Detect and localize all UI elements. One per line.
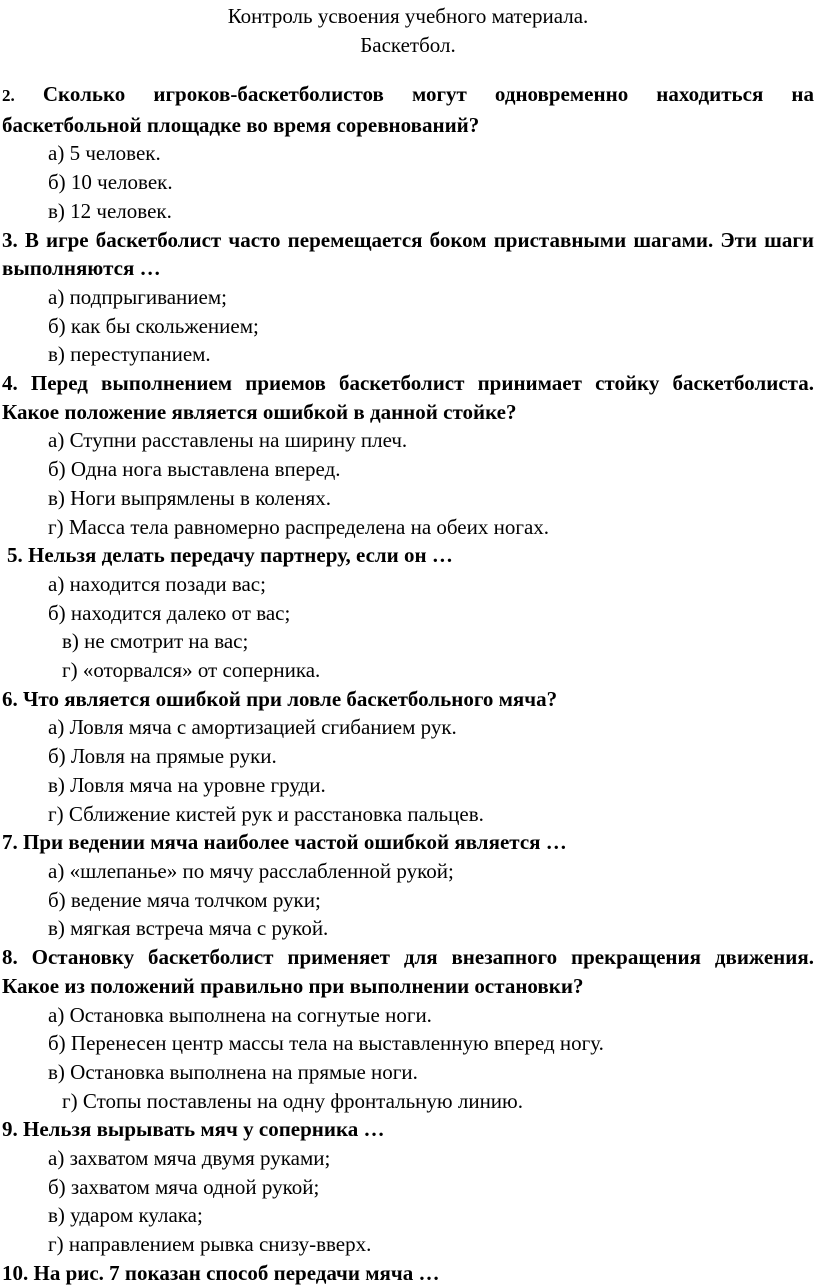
answer-option: б) захватом мяча одной рукой; [48, 1174, 320, 1199]
answer-option: а) захватом мяча двумя руками; [48, 1146, 331, 1171]
question-6 [2, 685, 814, 714]
question-text: Сколько игроков-баскетболистов могут одновременно находиться на баскетбольной площадке во время соревнований? [2, 82, 815, 137]
answer-option: г) Сближение кистей рук и расстановка пальцев. [48, 801, 484, 826]
question-text: В игре баскетболист часто перемещается боком приставными шагами. Эти шаги выполняются … [2, 227, 814, 281]
question-number: 5. [7, 543, 23, 568]
answer-option: г) Масса тела равномерно распределена на обеих ногах. [48, 514, 550, 539]
question-number: 2. [2, 86, 15, 105]
question-8 [2, 943, 814, 1000]
question-number: 7. [2, 830, 18, 855]
answer-option: г) направлением рывка снизу-вверх. [48, 1232, 372, 1257]
answer-option: в) не смотрит на вас; [62, 629, 249, 654]
answer-option: в) 12 человек. [48, 198, 172, 223]
question-text: Перед выполнением приемов баскетболист принимает стойку баскетболиста. Какое положение является ошибкой в данной стойке? [2, 371, 814, 424]
question-text: На рис. 7 показан способ передачи мяча … [33, 1260, 440, 1285]
question-text: Что является ошибкой при ловле баскетбольного мяча? [23, 686, 558, 711]
question-10 [2, 1259, 814, 1288]
answer-option: в) Ноги выпрямлены в коленях. [48, 485, 332, 510]
question-7 [2, 828, 814, 857]
answer-option: б) ведение мяча толчком руки; [48, 887, 321, 912]
answer-option: в) переступанием. [48, 342, 211, 367]
answer-option: в) мягкая встреча мяча с рукой. [48, 916, 329, 941]
answer-option: а) Ступни расставлены на ширину плеч. [48, 428, 408, 453]
question-number: 4. [2, 371, 18, 396]
answer-option: а) Остановка выполнена на согнутые ноги. [48, 1002, 432, 1027]
answer-option: а) находится позади вас; [48, 571, 266, 596]
answer-option: в) Остановка выполнена на прямые ноги. [48, 1059, 418, 1084]
answer-option: а) «шлепанье» по мячу расслабленной рукой; [48, 858, 454, 883]
answer-option: б) 10 человек. [48, 170, 173, 195]
question-2 [2, 80, 814, 139]
page-title [0, 0, 816, 60]
question-text: Нельзя вырывать мяч у соперника … [23, 1117, 385, 1142]
answer-option: а) подпрыгиванием; [48, 284, 227, 309]
question-text: Остановку баскетболист применяет для внезапного прекращения движения. Какое из положений правильно при выполнении остановки? [2, 945, 814, 998]
answer-option: б) как бы скольжением; [48, 313, 259, 338]
answer-option: а) 5 человек. [48, 141, 161, 166]
answer-option: б) Перенесен центр массы тела на выставленную вперед ногу. [48, 1031, 604, 1056]
title-line-2: Баскетбол. [360, 33, 456, 57]
question-number: 6. [2, 686, 18, 711]
title-line-1: Контроль усвоения учебного материала. [227, 4, 589, 28]
answer-option: г) Стопы поставлены на одну фронтальную линию. [62, 1088, 523, 1113]
question-9 [2, 1115, 814, 1144]
question-4 [2, 369, 814, 426]
answer-option: б) Одна нога выставлена вперед. [48, 457, 341, 482]
question-text: При ведении мяча наиболее частой ошибкой является … [23, 830, 567, 855]
question-number: 8. [2, 945, 18, 970]
question-text: Нельзя делать передачу партнеру, если он … [28, 543, 453, 568]
answer-option: б) находится далеко от вас; [48, 600, 291, 625]
question-number: 9. [2, 1117, 18, 1142]
question-5 [2, 541, 814, 570]
question-list [2, 80, 814, 1288]
question-number: 3. [2, 227, 18, 252]
answer-option: в) Ловля мяча на уровне груди. [48, 772, 326, 797]
answer-option: б) Ловля на прямые руки. [48, 744, 277, 769]
answer-option: г) «оторвался» от соперника. [62, 658, 321, 683]
question-number: 10. [2, 1260, 29, 1285]
question-3 [2, 226, 814, 283]
answer-option: а) Ловля мяча с амортизацией сгибанием рук. [48, 715, 457, 740]
answer-option: в) ударом кулака; [48, 1203, 203, 1228]
